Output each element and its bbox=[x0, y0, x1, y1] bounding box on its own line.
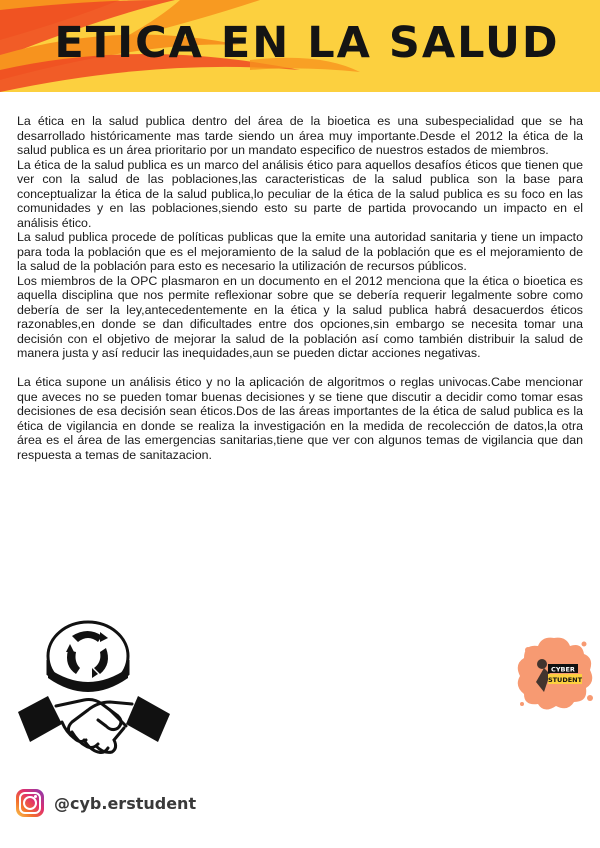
article-body bbox=[17, 114, 583, 462]
logo-line-cyber: CYBER bbox=[551, 665, 575, 674]
paragraph-opc: Los miembros de la OPC plasmaron en un documento en el 2012 menciona que la ética o bioetica es aquella disciplina que nos permite reflexionar sobre que se debería requerir legalmente sobre como debería de ser la ley,antecedentemente en la ética y la salud publica habrá desacuerdos éticos razonables,en donde se dan dificultades entre dos opciones,sin embargo se necesita tomar una decisión con el objetivo de mejorar la salud de la población así como también distribuir la salud de manera justa y así reducir las inequidades,aun se pueden dictar acciones negativas. bbox=[17, 273, 583, 360]
paragraph-framework: La ética de la salud publica es un marco del análisis ético para aquellos desafíos éticos que tienen que ver con la salud de las poblaciones,las caracteristicas de la salud publica son la base para conceptualizar la ética de la salud publica,lo peculiar de la ética de la salud publica es su foco en las comunidades y en las poblaciones,siendo esto su parte de partida provocando un impacto en el análisis ético. bbox=[17, 157, 583, 230]
instagram-icon[interactable] bbox=[16, 789, 44, 817]
instagram-handle[interactable]: @cyb.erstudent bbox=[54, 793, 197, 813]
paragraph-intro: La ética en la salud publica dentro del área de la bioetica es una subespecialidad que se ha desarrollado históricamente mas tarde siendo un área muy importante.Desde el 2012 la ética de la salud publica es un área prioritario por un mandato especifico de nuestros estados de miembros. bbox=[17, 114, 583, 157]
paragraph-public-health: La salud publica procede de políticas publicas que la emite una autoridad sanitaria y tiene un impacto para toda la población que es el mejoramiento de la salud de la población que es el mejoramiento de la salud de la población para esto es necesario la utilización de recursos públicos. bbox=[17, 230, 583, 273]
handshake-icon bbox=[14, 612, 174, 772]
social-footer bbox=[16, 788, 196, 818]
paragraph-analysis: La ética supone un análisis ético y no la aplicación de algoritmos o reglas univocas.Cabe mencionar que aveces no se pueden tomar buenas decisiones y se tiene que discutir a decidir como tomar esas decisiones de esa decisión sean éticos.Dos de las áreas importantes de la ética de salud publica es la ética de vigilancia en donde se realiza la investigación en la medida de recolección de datos,la otra área es el área de las emergencias sanitarias,tiene que ver con algunos temas de vigilancia que dan respuesta a temas de sanitazacion. bbox=[17, 375, 583, 462]
cyber-student-logo bbox=[514, 634, 594, 714]
page-title: ETICA EN LA SALUD bbox=[54, 18, 560, 68]
logo-line-student: STUDENT bbox=[547, 676, 583, 684]
recycle-coin-icon bbox=[48, 622, 128, 692]
header-banner bbox=[0, 0, 600, 92]
